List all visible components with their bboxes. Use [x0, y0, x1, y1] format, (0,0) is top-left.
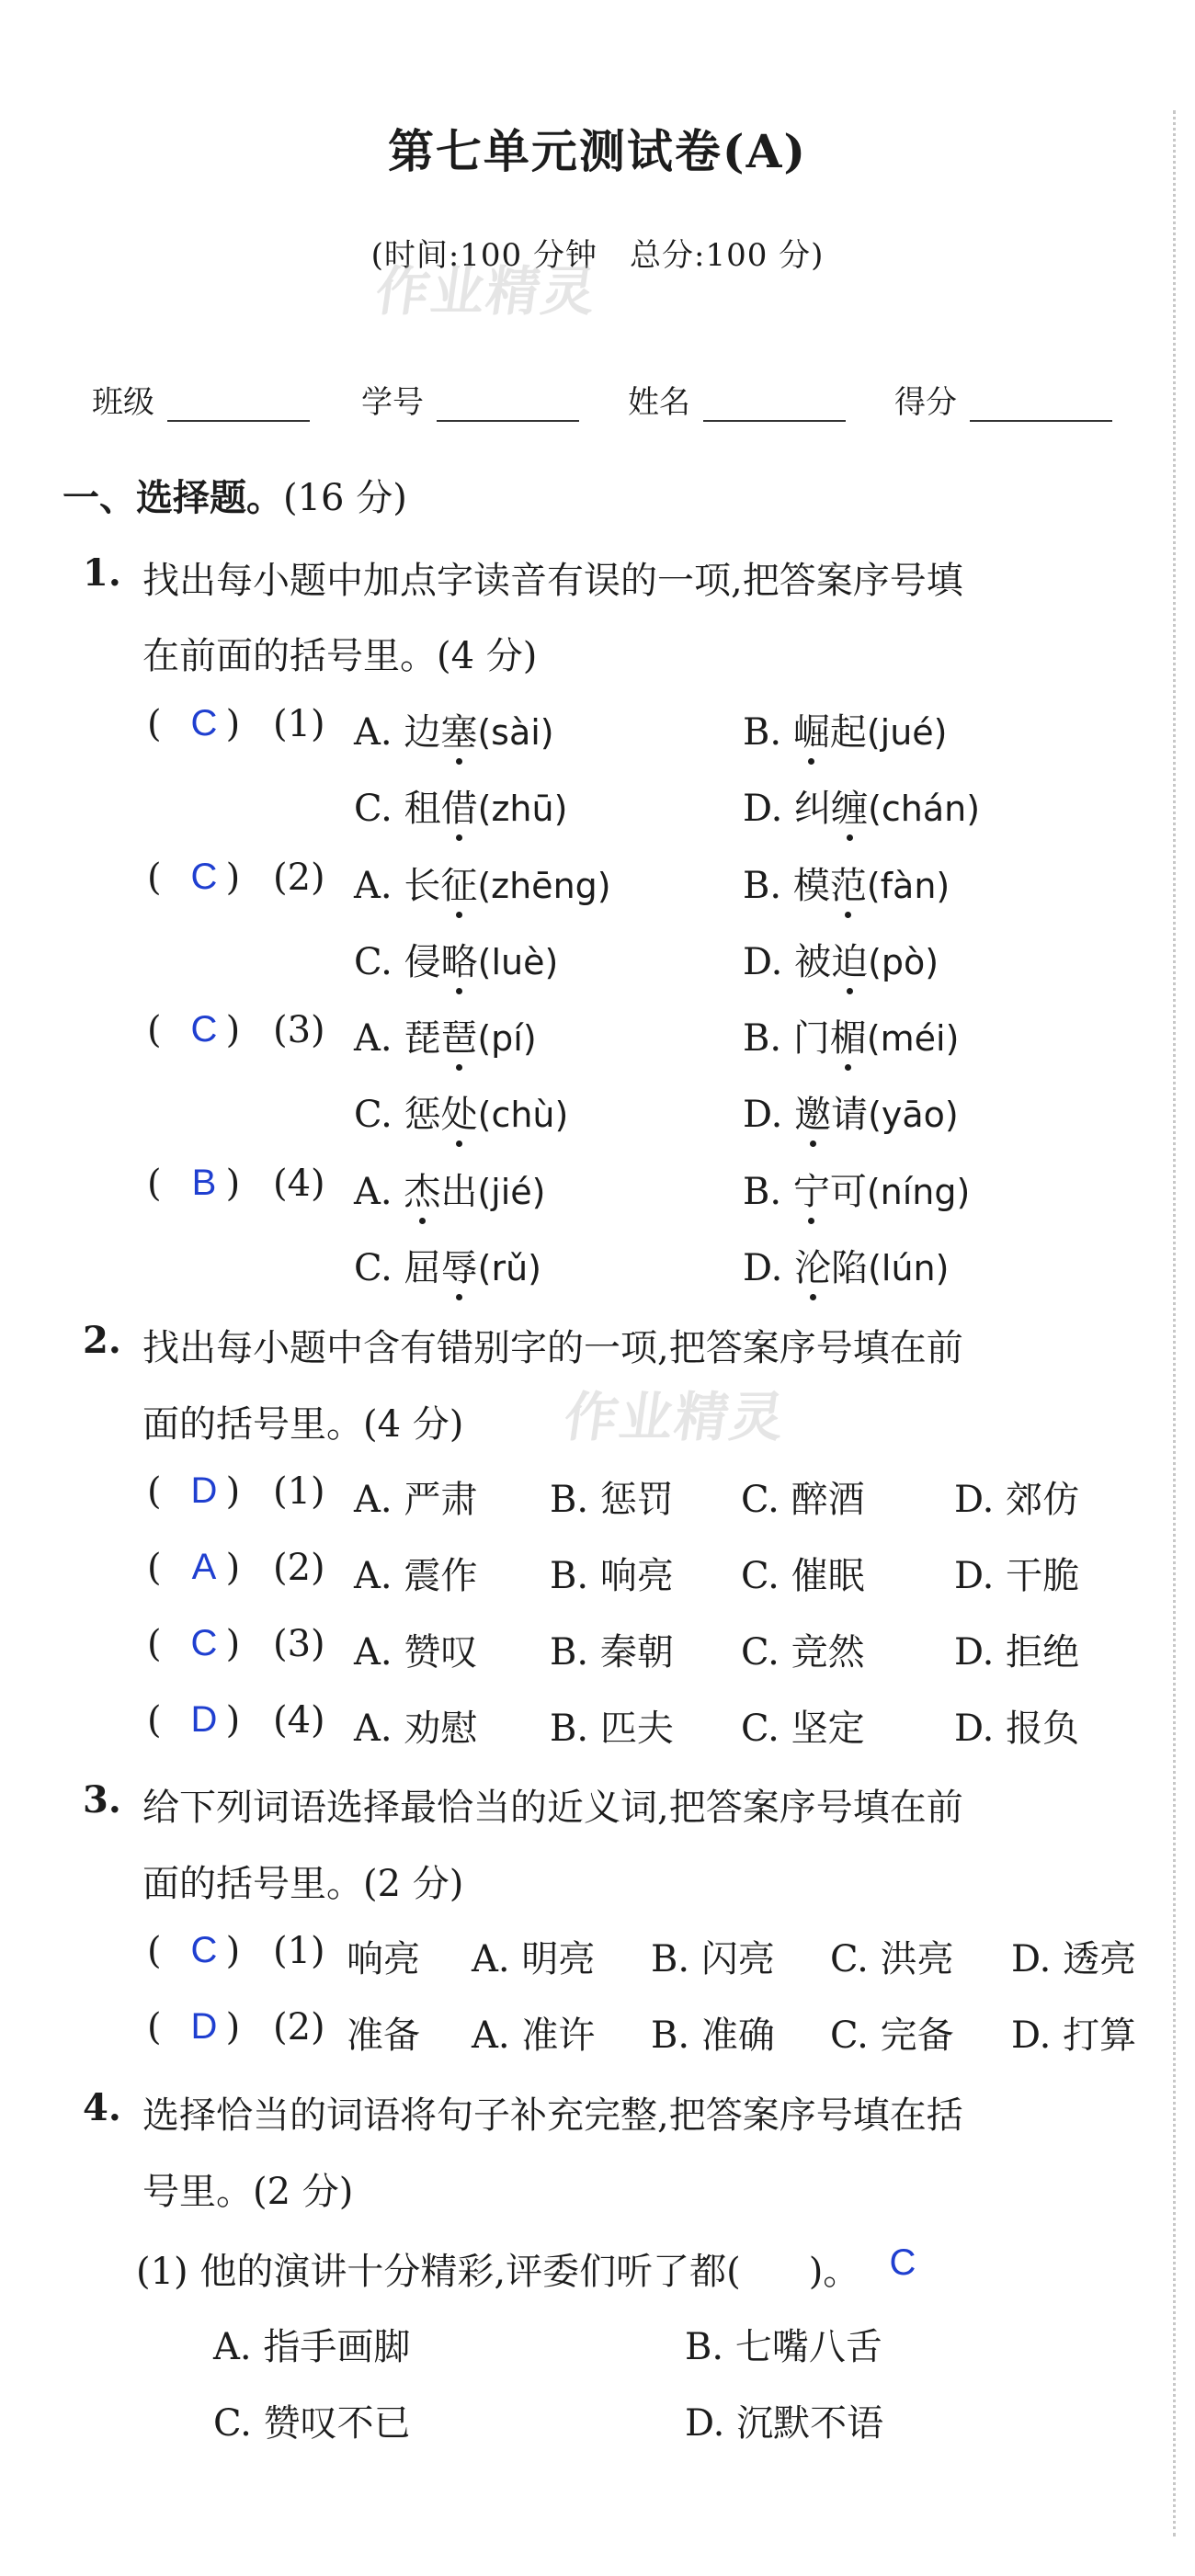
word-option: D. 郊仿: [954, 1479, 1080, 1521]
pinyin-option: C. 侵略(luè): [354, 933, 558, 985]
word-option: B. 匹夫: [550, 1708, 674, 1750]
q4-option: A. 指手画脚: [213, 2326, 411, 2368]
word-option: D. 干脆: [954, 1555, 1080, 1597]
student-no-field[interactable]: 学号: [361, 377, 579, 422]
blank-line: [970, 387, 1112, 422]
synonym-option: C. 洪亮: [830, 1938, 954, 1980]
answer-bracket: ( ): [147, 703, 241, 745]
q4-answer-mark[interactable]: C: [889, 2242, 916, 2283]
synonym-option: D. 打算: [1011, 2014, 1137, 2057]
item-index: (4): [273, 1163, 325, 1205]
dotted-character: 塞: [440, 703, 477, 755]
synonym-option: C. 完备: [830, 2014, 954, 2057]
section-heading: 一、选择题。(16 分): [63, 476, 407, 519]
page-edge-dots: [1173, 110, 1176, 2536]
q1-stem-line1: 找出每小题中加点字读音有误的一项,把答案序号填: [142, 560, 963, 602]
answer-mark[interactable]: D: [190, 2006, 218, 2047]
watermark: 作业精灵: [371, 260, 602, 323]
dotted-character: 迫: [831, 933, 868, 985]
q3-number: 3.: [83, 1778, 121, 1821]
dotted-character: 借: [441, 779, 478, 832]
dotted-character: 辱: [441, 1239, 478, 1291]
answer-mark[interactable]: C: [190, 1009, 218, 1050]
word-option: A. 严肃: [354, 1479, 478, 1521]
answer-mark[interactable]: C: [190, 703, 218, 743]
q3-stem-line1: 给下列词语选择最恰当的近义词,把答案序号填在前: [142, 1787, 963, 1829]
student-info-row: [92, 377, 1121, 423]
dotted-character: 征: [440, 857, 477, 909]
answer-mark[interactable]: B: [191, 1163, 217, 1203]
q4-number: 4.: [83, 2086, 121, 2129]
dotted-character: 沦: [794, 1239, 831, 1291]
pinyin-option: C. 惩处(chù): [354, 1085, 568, 1138]
pinyin-option: D. 纠缠(chán): [743, 779, 980, 832]
dotted-character: 缠: [831, 779, 868, 832]
item-index: (3): [273, 1009, 325, 1051]
answer-mark[interactable]: C: [190, 1930, 218, 1970]
page-title: 第七单元测试卷(A): [387, 124, 808, 178]
synonym-option: B. 准确: [651, 2014, 775, 2057]
dotted-character: 杰: [404, 1163, 440, 1215]
watermark: 作业精灵: [560, 1386, 791, 1448]
answer-mark[interactable]: C: [190, 857, 218, 897]
name-field[interactable]: 姓名: [628, 377, 846, 422]
item-index: (2): [273, 1547, 325, 1589]
answer-bracket: ( ): [147, 1547, 241, 1589]
pinyin-option: B. 宁可(níng): [743, 1163, 970, 1215]
dotted-character: 处: [441, 1085, 478, 1138]
time-score-note: (时间:100 分钟 总分:100 分): [370, 237, 825, 274]
answer-bracket: ( ): [147, 1930, 241, 1972]
dotted-character: 宁: [793, 1163, 830, 1215]
q3-stem-line2: 面的括号里。(2 分): [142, 1863, 464, 1905]
blank-line: [437, 387, 579, 422]
q4-option: B. 七嘴八舌: [685, 2326, 882, 2368]
q4-sentence: (1) 他的演讲十分精彩,评委们听了都( )。: [136, 2251, 860, 2293]
q1-stem-line2: 在前面的括号里。(4 分): [142, 635, 538, 677]
item-index: (1): [273, 703, 325, 745]
pinyin-option: B. 模范(fàn): [743, 857, 950, 909]
item-index: (2): [273, 2006, 325, 2048]
answer-mark[interactable]: D: [190, 1470, 218, 1511]
pinyin-option: A. 琵琶(pí): [354, 1009, 537, 1061]
pinyin-option: A. 长征(zhēng): [354, 857, 611, 909]
score-field[interactable]: 得分: [894, 377, 1112, 422]
q1-stem: 1.: [83, 551, 121, 595]
pinyin-option: B. 崛起(jué): [743, 703, 948, 755]
synonym-option: B. 闪亮: [651, 1938, 775, 1980]
pinyin-option: C. 屈辱(rǔ): [354, 1239, 541, 1291]
q4-stem-line1: 选择恰当的词语将句子补充完整,把答案序号填在括: [142, 2094, 963, 2137]
item-index: (2): [273, 857, 325, 899]
pinyin-option: A. 边塞(sài): [354, 703, 554, 755]
pinyin-option: D. 被迫(pò): [743, 933, 939, 985]
synonym-option: A. 准许: [472, 2014, 596, 2057]
answer-bracket: ( ): [147, 1699, 241, 1742]
target-word: 准备: [347, 2014, 420, 2057]
answer-bracket: ( ): [147, 857, 241, 899]
word-option: C. 竞然: [741, 1631, 865, 1674]
q2-stem-line2: 面的括号里。(4 分): [142, 1403, 464, 1446]
pinyin-option: C. 租借(zhū): [354, 779, 567, 832]
word-option: C. 醉酒: [741, 1479, 865, 1521]
dotted-character: 楣: [830, 1009, 867, 1061]
word-option: A. 劝慰: [354, 1708, 478, 1750]
synonym-option: D. 透亮: [1011, 1938, 1137, 1980]
dotted-character: 邀: [794, 1085, 831, 1138]
answer-bracket: ( ): [147, 1009, 241, 1051]
dotted-character: 琶: [440, 1009, 477, 1061]
answer-bracket: ( ): [147, 1163, 241, 1205]
word-option: B. 秦朝: [550, 1631, 674, 1674]
word-option: B. 响亮: [550, 1555, 674, 1597]
answer-bracket: ( ): [147, 1470, 241, 1513]
answer-mark[interactable]: C: [190, 1623, 218, 1663]
q4-stem-line2: 号里。(2 分): [142, 2171, 354, 2213]
answer-bracket: ( ): [147, 2006, 241, 2048]
pinyin-option: D. 沦陷(lún): [743, 1239, 949, 1291]
word-option: A. 赞叹: [354, 1631, 478, 1674]
target-word: 响亮: [347, 1938, 420, 1980]
item-index: (1): [273, 1470, 325, 1513]
pinyin-option: B. 门楣(méi): [743, 1009, 959, 1061]
item-index: (3): [273, 1623, 325, 1665]
word-option: A. 震作: [354, 1555, 478, 1597]
q2-stem-line1: 找出每小题中含有错别字的一项,把答案序号填在前: [142, 1327, 963, 1369]
dotted-character: 范: [830, 857, 867, 909]
word-option: B. 惩罚: [550, 1479, 674, 1521]
class-field[interactable]: 班级: [92, 377, 310, 422]
blank-line: [703, 387, 846, 422]
dotted-character: 略: [441, 933, 478, 985]
word-option: D. 拒绝: [954, 1631, 1080, 1674]
item-index: (1): [273, 1930, 325, 1972]
pinyin-option: A. 杰出(jié): [354, 1163, 545, 1215]
q4-option: C. 赞叹不已: [213, 2402, 411, 2445]
answer-mark[interactable]: D: [190, 1699, 218, 1740]
word-option: C. 坚定: [741, 1708, 865, 1750]
pinyin-option: D. 邀请(yāo): [743, 1085, 959, 1138]
dotted-character: 崛: [793, 703, 830, 755]
q2-number: 2.: [83, 1319, 121, 1362]
q4-option: D. 沉默不语: [685, 2402, 884, 2445]
synonym-option: A. 明亮: [472, 1938, 596, 1980]
answer-bracket: ( ): [147, 1623, 241, 1665]
word-option: C. 催眠: [741, 1555, 865, 1597]
answer-mark[interactable]: A: [191, 1547, 217, 1587]
word-option: D. 报负: [954, 1708, 1080, 1750]
item-index: (4): [273, 1699, 325, 1742]
blank-line: [167, 387, 310, 422]
